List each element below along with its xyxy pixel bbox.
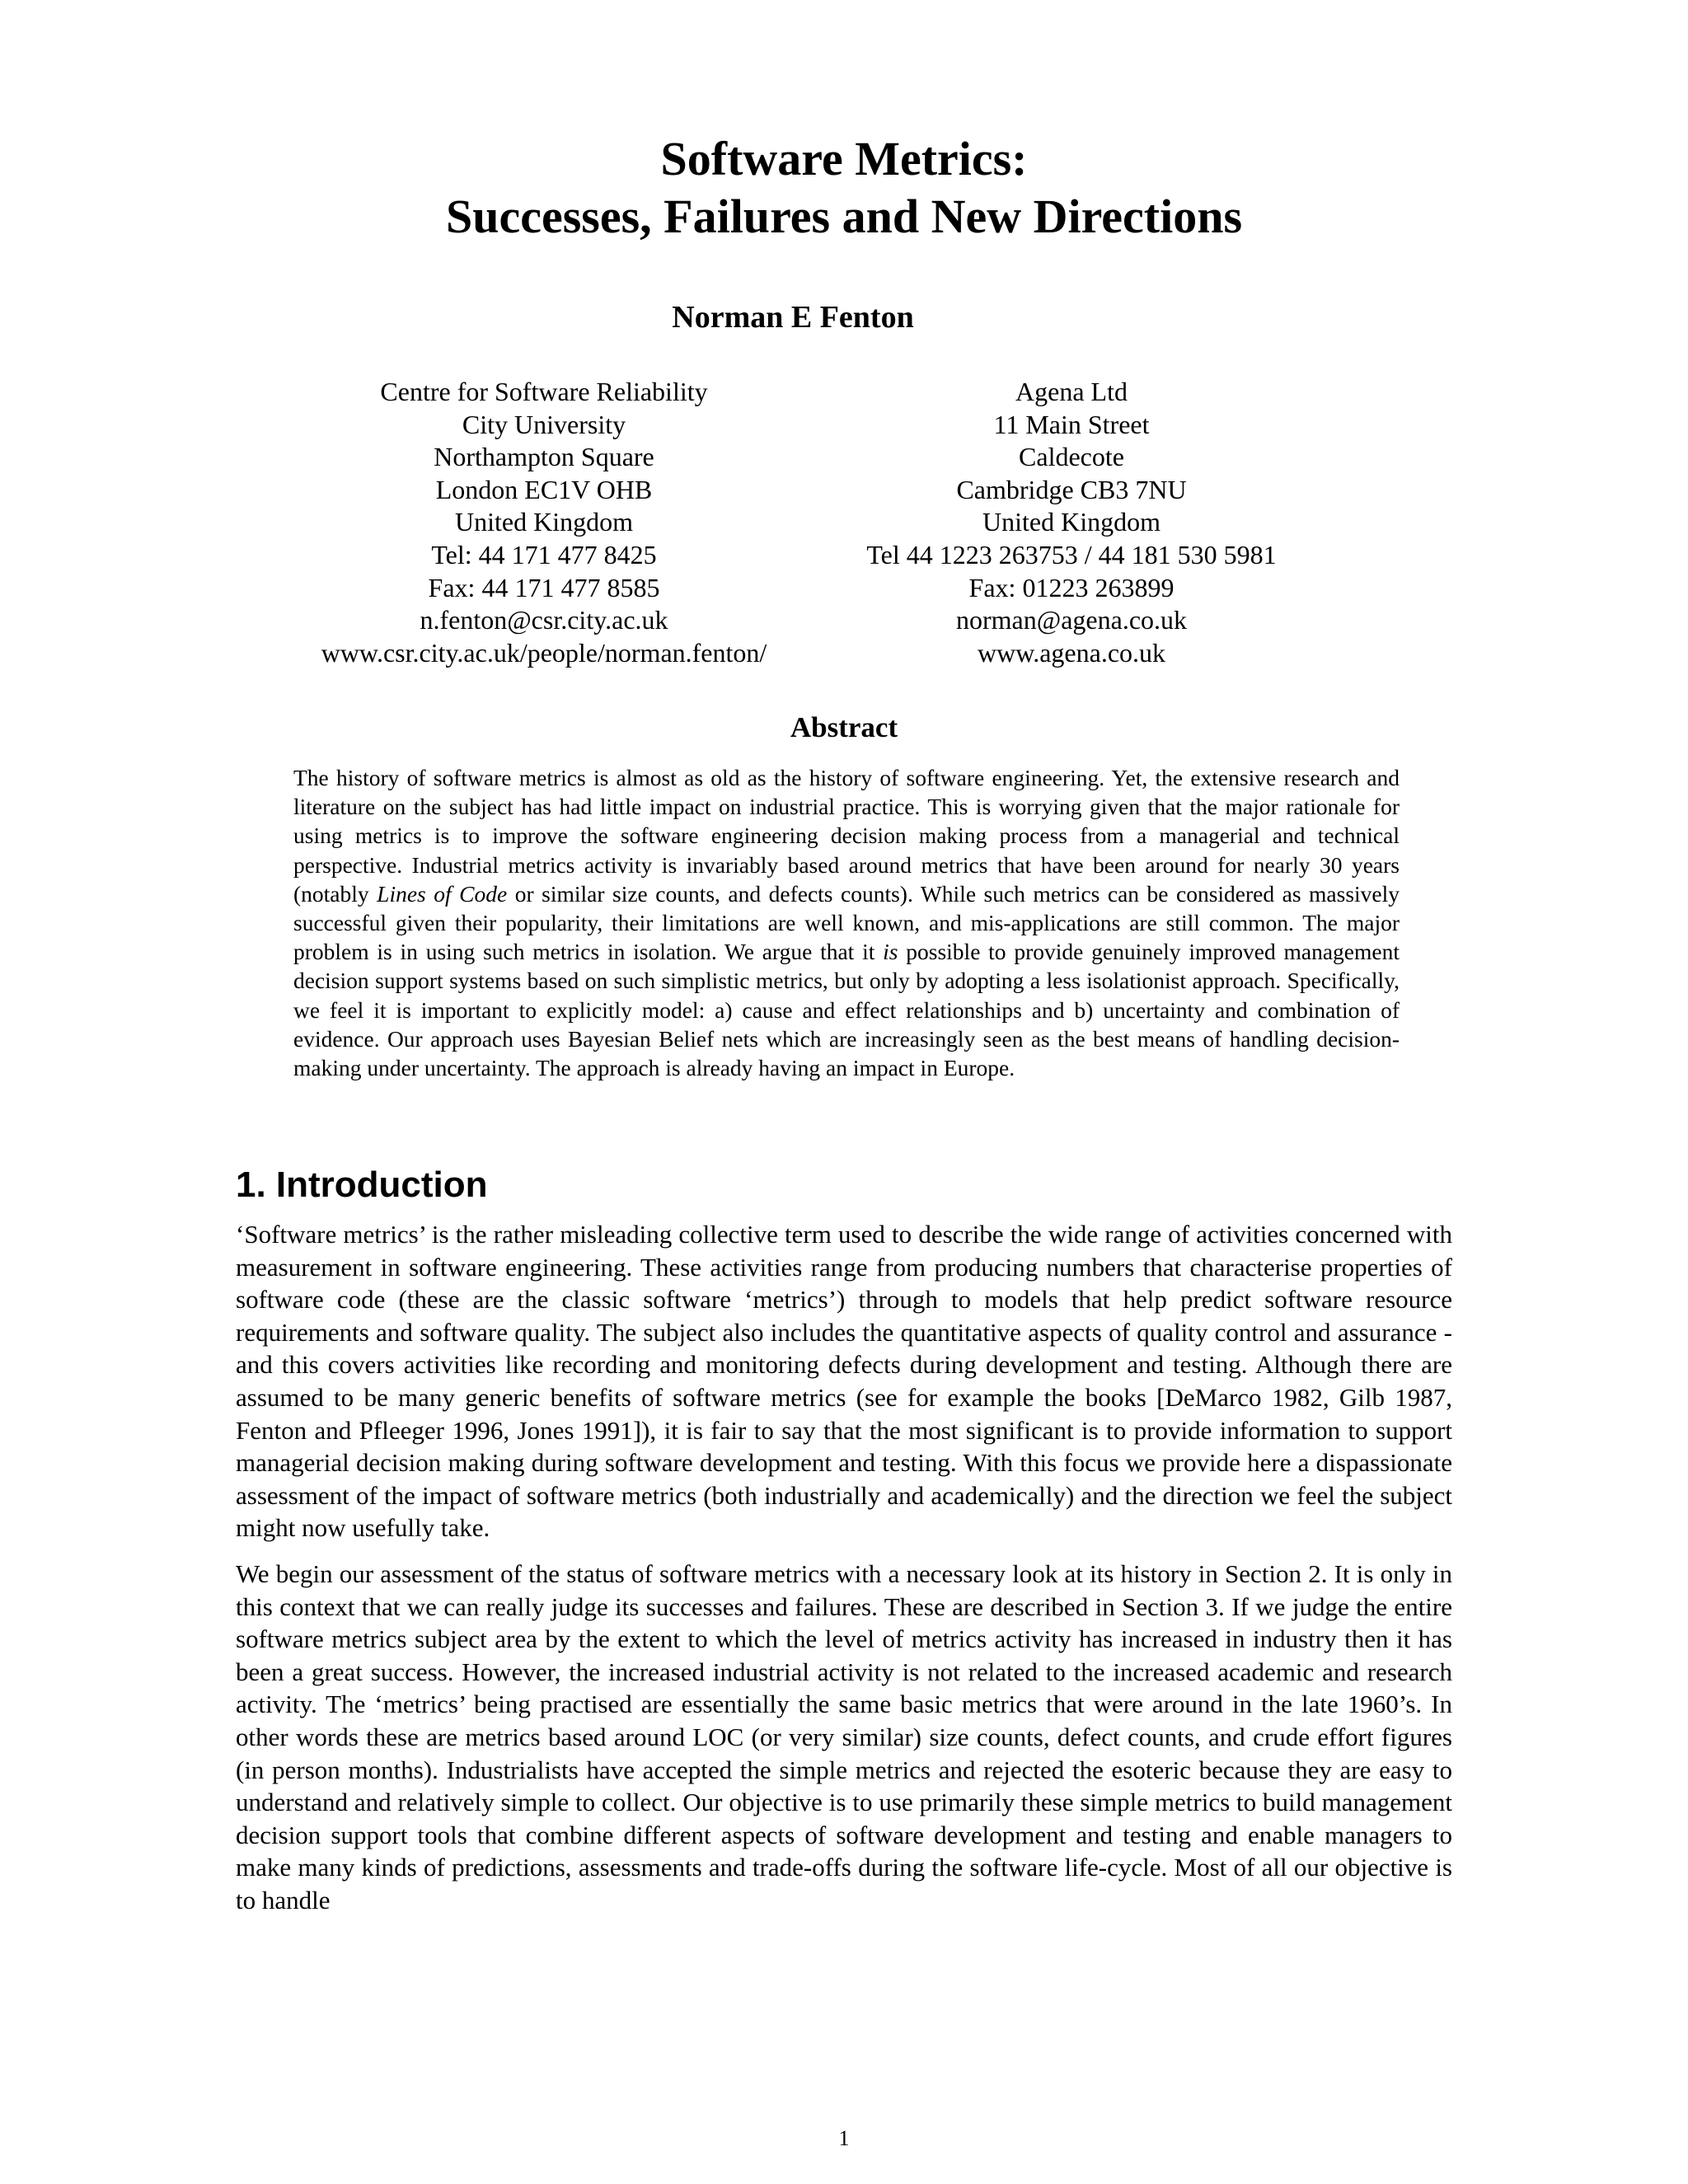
title-line-2: Successes, Failures and New Directions [445,190,1243,243]
title-line-1: Software Metrics: [660,132,1028,185]
affiliation-line: United Kingdom [455,507,633,537]
affiliation-line: City University [462,409,626,439]
abstract-emphasis: is [883,939,898,965]
section-heading-introduction: 1. Introduction [236,1165,488,1205]
abstract-text [293,763,1400,1082]
affiliation-phone: Tel: 44 171 477 8425 [431,539,657,569]
abstract-emphasis: Lines of Code [377,880,508,907]
affiliation-line: United Kingdom [982,507,1160,537]
affiliation-website: www.csr.city.ac.uk/people/norman.fenton/ [321,637,767,668]
paper-title [0,130,1688,246]
affiliation-line: Centre for Software Reliability [380,377,708,406]
affiliation-line: Caldecote [1019,442,1124,472]
affiliation-line: London EC1V OHB [435,474,653,504]
abstract-part: or similar size counts, and defects counts). While such metrics can be considered as massively successful given their popularity, their limitations are well known, and mis-applications are still common. The major problem is in using such metrics in isolation. We argue that it [293,880,1400,965]
author-name: Norman E Fenton [672,300,914,335]
affiliation-line: Cambridge CB3 7NU [956,474,1187,504]
abstract-heading: Abstract [790,711,898,743]
affiliation-line: Northampton Square [434,442,654,472]
page-number: 1 [838,2126,850,2150]
affiliation-csr [247,376,841,669]
affiliation-email: n.fenton@csr.city.ac.uk [420,605,668,635]
introduction-paragraph: ‘Software metrics’ is the rather misleading collective term used to describe the wide range of activities concerned with measurement in software engineering. These activities range from producing numbers that characterise properties of software code (these are the classic software ‘metrics’) through to models that help predict software resource requirements and software quality. The subject also includes the quantitative aspects of quality control and assurance - and this covers activities like recording and monitoring defects during development and testing. Although there are assumed to be many generic benefits of software metrics (see for example the books [DeMarco 1982, Gilb 1987, Fenton and Pfleeger 1996, Jones 1991]), it is fair to say that the most significant is to provide information to support managerial decision making during software development and testing. With this focus we provide here a dispassionate assessment of the impact of software metrics (both industrially and academically) and the direction we feel the subject might now usefully take. [236,1220,1452,1543]
affiliation-fax: Fax: 01223 263899 [968,572,1175,602]
abstract-part: possible to provide genuinely improved management decision support systems based on such simplistic metrics, but only by adopting a less isolationist approach. Specifically, we feel it is important to explicitly model: a) cause and effect relationships and b) uncertainty and combination of evidence. Our approach uses Bayesian Belief nets which are increasingly seen as the best means of handling decision-making under uncertainty. The approach is already having an impact in Europe. [293,939,1400,1081]
affiliation-line: Agena Ltd [1015,377,1128,406]
affiliation-line: 11 Main Street [993,409,1150,439]
affiliation-phone: Tel 44 1223 263753 / 44 181 530 5981 [866,539,1277,569]
affiliation-website: www.agena.co.uk [977,637,1166,668]
abstract-part: The history of software metrics is almost as old as the history of software engineering. Yet, the extensive research and literature on the subject has had little impact on industrial practice. This is worrying given that the major rationale for using metrics is to improve the software engineering decision making process from a managerial and technical perspective. Industrial metrics activity is invariably based around metrics that have been around for nearly 30 years (notably [293,765,1400,907]
introduction-paragraph: We begin our assessment of the status of software metrics with a necessary look at its history in Section 2. It is only in this context that we can really judge its successes and failures. These are described in Section 3. If we judge the entire software metrics subject area by the extent to which the level of metrics activity has increased in industry then it has been a great success. However, the increased industrial activity is not related to the increased academic and research activity. The ‘metrics’ being practised are essentially the same basic metrics that were around in the late 1960’s. In other words these are metrics based around LOC (or very similar) size counts, defect counts, and crude effort figures (in person months). Industrialists have accepted the simple metrics and rejected the esoteric because they are easy to understand and relatively simple to collect. Our objective is to use primarily these simple metrics to build management decision support tools that combine different aspects of software development and testing and enable managers to make many kinds of predictions, assessments and trade-offs during the software life-cycle. Most of all our objective is to handle [236,1559,1452,1915]
affiliation-fax: Fax: 44 171 477 8585 [428,572,660,602]
affiliation-agena [758,376,1385,669]
affiliation-email: norman@agena.co.uk [955,605,1188,635]
